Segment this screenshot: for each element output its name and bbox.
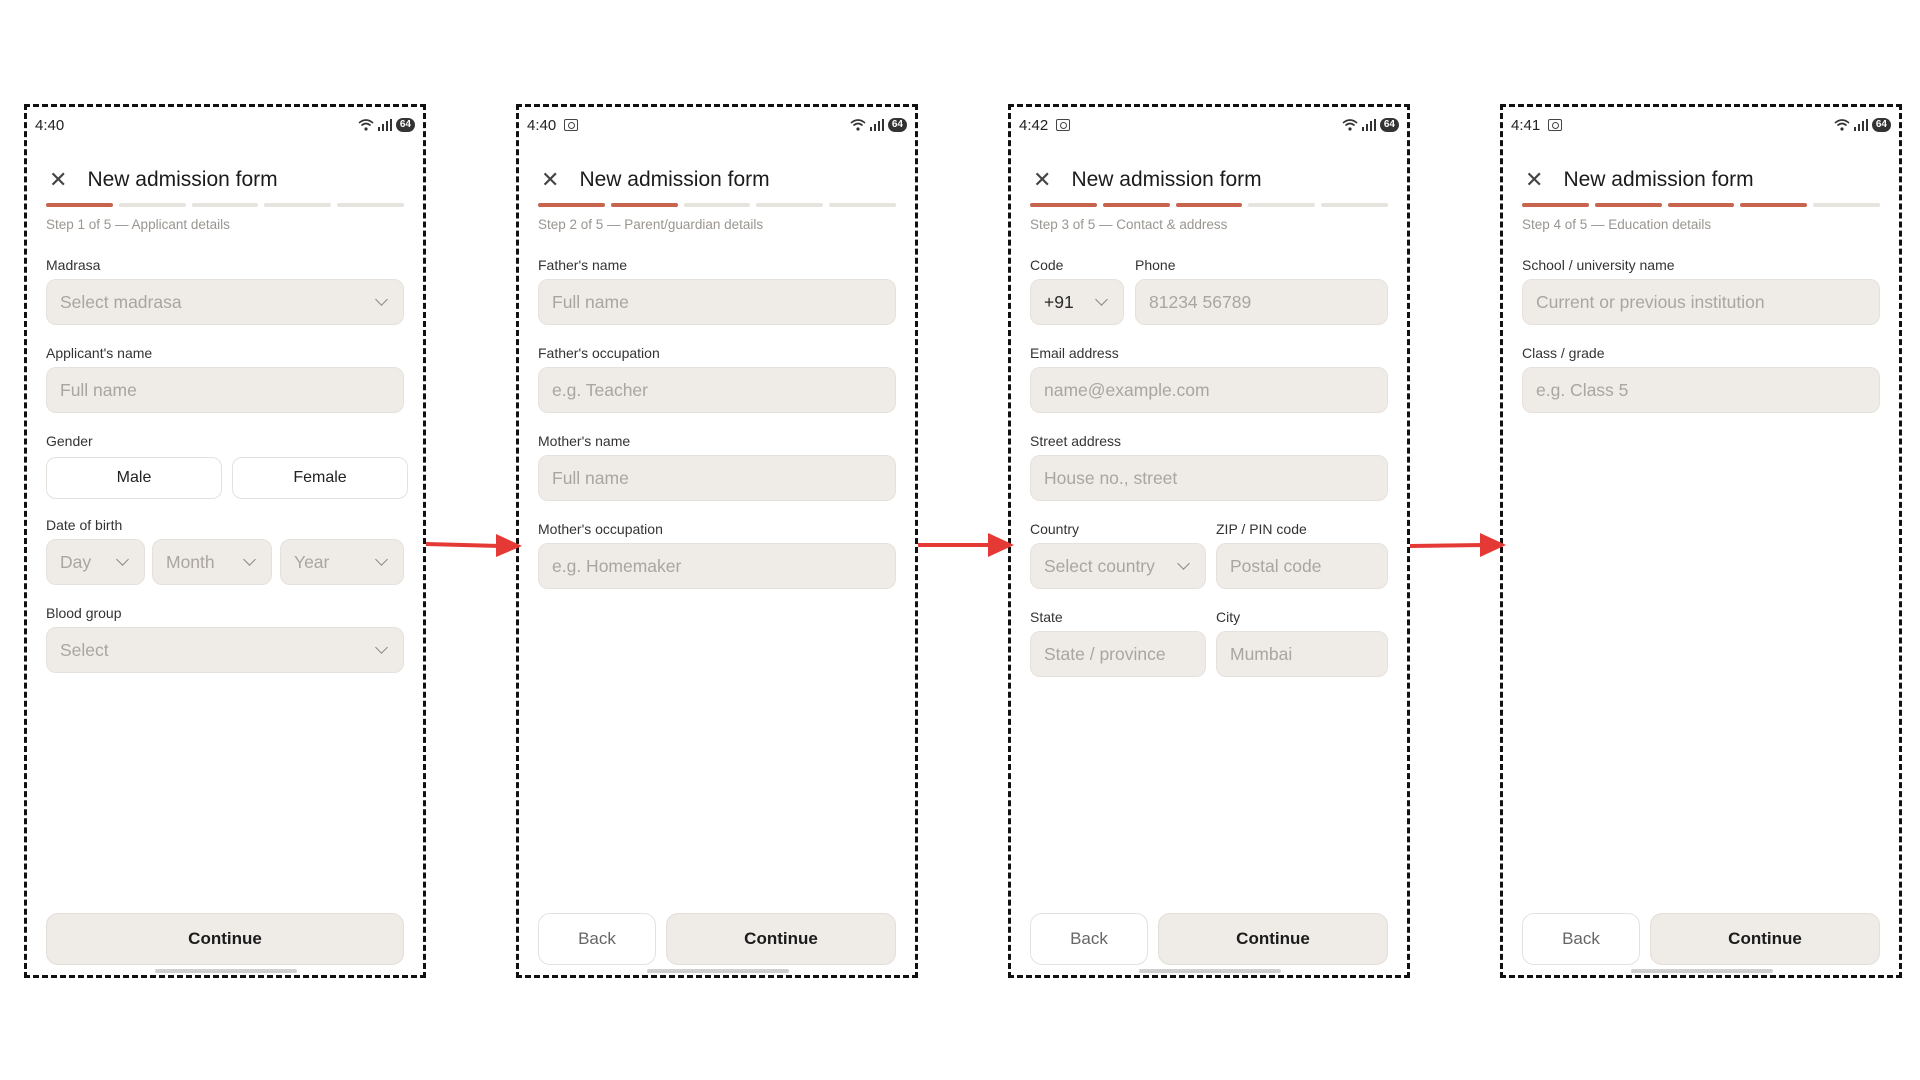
progress-bar bbox=[538, 203, 896, 207]
progress-segment bbox=[538, 203, 605, 207]
back-button[interactable]: Back bbox=[1030, 913, 1148, 965]
screen-step-3 bbox=[1008, 104, 1410, 978]
home-indicator[interactable] bbox=[155, 969, 297, 973]
screen-step-4 bbox=[1500, 104, 1902, 978]
step-indicator: Step 1 of 5 — Applicant details bbox=[46, 217, 230, 232]
father-occupation-placeholder: e.g. Teacher bbox=[552, 379, 648, 400]
progress-bar bbox=[46, 203, 404, 207]
status-bar bbox=[1511, 115, 1891, 135]
phone-placeholder: 81234 56789 bbox=[1149, 291, 1252, 312]
status-bar bbox=[1019, 115, 1399, 135]
blood-group-select[interactable] bbox=[46, 627, 404, 673]
street-address-placeholder: House no., street bbox=[1044, 467, 1178, 488]
progress-segment bbox=[1176, 203, 1243, 207]
code-label: Code bbox=[1030, 257, 1064, 273]
progress-segment bbox=[1522, 203, 1589, 207]
phone-input[interactable] bbox=[1135, 279, 1388, 325]
status-time: 4:40 bbox=[527, 116, 557, 134]
gender-label: Gender bbox=[46, 433, 93, 449]
grade-placeholder: e.g. Class 5 bbox=[1536, 379, 1629, 400]
page-title: New admission form bbox=[1071, 168, 1262, 191]
city-placeholder: Mumbai bbox=[1230, 643, 1293, 664]
home-indicator[interactable] bbox=[1631, 969, 1773, 973]
madrasa-select[interactable] bbox=[46, 279, 404, 325]
status-bar bbox=[527, 115, 907, 135]
school-name-placeholder: Current or previous institution bbox=[1536, 291, 1765, 312]
continue-button[interactable]: Continue bbox=[1158, 913, 1388, 965]
signal-icon bbox=[1854, 119, 1868, 131]
city-label: City bbox=[1216, 609, 1241, 625]
chevron-down-icon bbox=[1095, 293, 1108, 306]
page-title: New admission form bbox=[1563, 168, 1754, 191]
madrasa-placeholder: Select madrasa bbox=[60, 291, 182, 312]
page-title: New admission form bbox=[87, 168, 278, 191]
close-icon[interactable]: ✕ bbox=[1525, 167, 1544, 192]
dob-day-select[interactable] bbox=[46, 539, 145, 585]
chevron-down-icon bbox=[116, 553, 129, 566]
continue-button[interactable]: Continue bbox=[666, 913, 896, 965]
step-indicator: Step 4 of 5 — Education details bbox=[1522, 217, 1712, 232]
progress-segment bbox=[192, 203, 259, 207]
step-indicator: Step 3 of 5 — Contact & address bbox=[1030, 217, 1228, 232]
gender-female-button[interactable]: Female bbox=[232, 457, 408, 499]
battery-icon: 64 bbox=[1872, 118, 1891, 132]
status-time: 4:40 bbox=[35, 116, 65, 134]
grade-input[interactable] bbox=[1522, 367, 1880, 413]
step-indicator: Step 2 of 5 — Parent/guardian details bbox=[538, 217, 764, 232]
country-select[interactable] bbox=[1030, 543, 1206, 589]
madrasa-label: Madrasa bbox=[46, 257, 101, 273]
close-icon[interactable]: ✕ bbox=[1033, 167, 1052, 192]
state-label: State bbox=[1030, 609, 1063, 625]
email-placeholder: name@example.com bbox=[1044, 379, 1210, 400]
progress-segment bbox=[46, 203, 113, 207]
continue-button[interactable]: Continue bbox=[46, 913, 404, 965]
state-placeholder: State / province bbox=[1044, 643, 1166, 664]
gender-male-button[interactable]: Male bbox=[46, 457, 222, 499]
email-input[interactable] bbox=[1030, 367, 1388, 413]
blood-group-placeholder: Select bbox=[60, 639, 109, 660]
chevron-down-icon bbox=[243, 553, 256, 566]
father-occupation-input[interactable] bbox=[538, 367, 896, 413]
progress-segment bbox=[337, 203, 404, 207]
blood-group-label: Blood group bbox=[46, 605, 122, 621]
progress-bar bbox=[1522, 203, 1880, 207]
street-address-label: Street address bbox=[1030, 433, 1122, 449]
mother-name-placeholder: Full name bbox=[552, 467, 629, 488]
mother-name-label: Mother's name bbox=[538, 433, 631, 449]
progress-segment bbox=[1595, 203, 1662, 207]
progress-segment bbox=[1103, 203, 1170, 207]
status-time: 4:41 bbox=[1511, 116, 1541, 134]
father-name-input[interactable] bbox=[538, 279, 896, 325]
progress-segment bbox=[119, 203, 186, 207]
close-icon[interactable]: ✕ bbox=[49, 167, 68, 192]
zip-input[interactable] bbox=[1216, 543, 1388, 589]
status-time: 4:42 bbox=[1019, 116, 1049, 134]
progress-segment bbox=[829, 203, 896, 207]
screen-record-icon bbox=[564, 119, 578, 131]
mother-occupation-input[interactable] bbox=[538, 543, 896, 589]
progress-segment bbox=[1248, 203, 1315, 207]
country-placeholder: Select country bbox=[1044, 555, 1155, 576]
father-name-placeholder: Full name bbox=[552, 291, 629, 312]
chevron-down-icon bbox=[1177, 557, 1190, 570]
battery-icon: 64 bbox=[1380, 118, 1399, 132]
signal-icon bbox=[1362, 119, 1376, 131]
signal-icon bbox=[870, 119, 884, 131]
country-code-value: +91 bbox=[1044, 291, 1074, 312]
phone-label: Phone bbox=[1135, 257, 1176, 273]
city-input[interactable] bbox=[1216, 631, 1388, 677]
chevron-down-icon bbox=[375, 641, 388, 654]
country-code-select[interactable] bbox=[1030, 279, 1124, 325]
dob-day-placeholder: Day bbox=[60, 551, 92, 572]
wifi-icon bbox=[358, 119, 374, 131]
wifi-icon bbox=[850, 119, 866, 131]
progress-bar bbox=[1030, 203, 1388, 207]
email-label: Email address bbox=[1030, 345, 1119, 361]
country-label: Country bbox=[1030, 521, 1080, 537]
dob-year-select[interactable] bbox=[280, 539, 404, 585]
progress-segment bbox=[1740, 203, 1807, 207]
page-title: New admission form bbox=[579, 168, 770, 191]
dob-label: Date of birth bbox=[46, 517, 123, 533]
dob-month-select[interactable] bbox=[152, 539, 272, 585]
state-input[interactable] bbox=[1030, 631, 1206, 677]
screen-record-icon bbox=[1056, 119, 1070, 131]
progress-segment bbox=[684, 203, 751, 207]
progress-segment bbox=[1813, 203, 1880, 207]
status-bar bbox=[35, 115, 415, 135]
continue-button[interactable]: Continue bbox=[1650, 913, 1880, 965]
screen-step-1 bbox=[24, 104, 426, 978]
grade-label: Class / grade bbox=[1522, 345, 1605, 361]
father-occupation-label: Father's occupation bbox=[538, 345, 660, 361]
street-address-input[interactable] bbox=[1030, 455, 1388, 501]
progress-segment bbox=[1668, 203, 1735, 207]
battery-icon: 64 bbox=[396, 118, 415, 132]
applicant-name-label: Applicant's name bbox=[46, 345, 153, 361]
chevron-down-icon bbox=[375, 553, 388, 566]
screen-step-2 bbox=[516, 104, 918, 978]
father-name-label: Father's name bbox=[538, 257, 628, 273]
mother-occupation-label: Mother's occupation bbox=[538, 521, 663, 537]
back-button[interactable]: Back bbox=[1522, 913, 1640, 965]
progress-segment bbox=[1321, 203, 1388, 207]
screen-record-icon bbox=[1548, 119, 1562, 131]
progress-segment bbox=[264, 203, 331, 207]
applicant-name-input[interactable] bbox=[46, 367, 404, 413]
back-button[interactable]: Back bbox=[538, 913, 656, 965]
school-name-input[interactable] bbox=[1522, 279, 1880, 325]
school-name-label: School / university name bbox=[1522, 257, 1675, 273]
battery-icon: 64 bbox=[888, 118, 907, 132]
progress-segment bbox=[1030, 203, 1097, 207]
chevron-down-icon bbox=[375, 293, 388, 306]
home-indicator[interactable] bbox=[1139, 969, 1281, 973]
applicant-name-placeholder: Full name bbox=[60, 379, 137, 400]
dob-month-placeholder: Month bbox=[166, 551, 215, 572]
close-icon[interactable]: ✕ bbox=[541, 167, 560, 192]
mother-name-input[interactable] bbox=[538, 455, 896, 501]
arrow-right-icon bbox=[424, 532, 524, 558]
signal-icon bbox=[378, 119, 392, 131]
mother-occupation-placeholder: e.g. Homemaker bbox=[552, 555, 682, 576]
home-indicator[interactable] bbox=[647, 969, 789, 973]
arrow-right-icon bbox=[1408, 532, 1508, 558]
arrow-right-icon bbox=[916, 532, 1016, 558]
wifi-icon bbox=[1834, 119, 1850, 131]
progress-segment bbox=[611, 203, 678, 207]
zip-label: ZIP / PIN code bbox=[1216, 521, 1307, 537]
zip-placeholder: Postal code bbox=[1230, 555, 1322, 576]
progress-segment bbox=[756, 203, 823, 207]
wifi-icon bbox=[1342, 119, 1358, 131]
dob-year-placeholder: Year bbox=[294, 551, 330, 572]
